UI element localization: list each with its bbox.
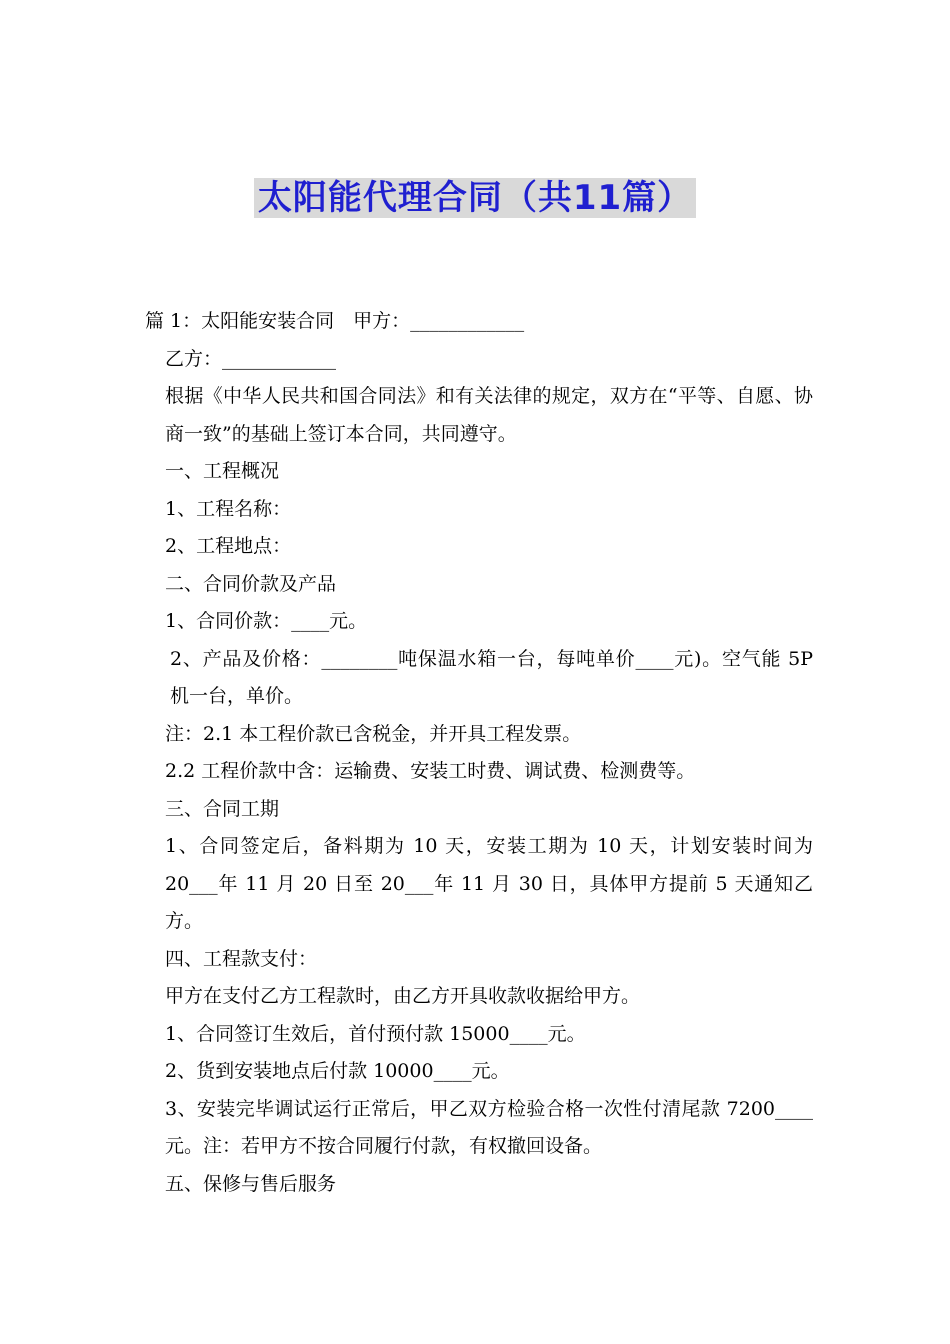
paragraph-payment-3: 3、安装完毕调试运行正常后，甲乙双方检验合格一次性付清尾款 7200____元。注：若甲方不按合同履行付款，有权撤回设备。	[165, 1097, 813, 1157]
paragraph-schedule: 1、合同签定后，备料期为 10 天，安装工期为 10 天，计划安装时间为 20___年 11 月 20 日至 20___年 11 月 30 日，具体甲方提前 5 天通知乙方。	[165, 835, 813, 932]
section-heading-2: 二、合同价款及产品	[165, 572, 337, 595]
paragraph-payment-1: 1、合同签订生效后，首付预付款 15000____元。	[165, 1022, 586, 1045]
title-container	[0, 178, 950, 218]
document-body	[145, 303, 813, 1203]
paragraph-note-2-1: 注：2.1 本工程价款已含税金，并开具工程发票。	[165, 722, 582, 745]
section-heading-5: 五、保修与售后服务	[165, 1172, 337, 1195]
paragraph-project-name: 1、工程名称：	[165, 497, 292, 520]
paragraph-payment-receipt: 甲方在支付乙方工程款时，由乙方开具收款收据给甲方。	[165, 985, 641, 1007]
paragraph-project-location: 2、工程地点：	[165, 535, 292, 557]
paragraph-note-2-2: 2.2 工程价款中含：运输费、安装工时费、调试费、检测费等。	[165, 760, 696, 782]
section-heading-4: 四、工程款支付：	[165, 947, 318, 970]
section-heading-1: 一、工程概况	[165, 460, 280, 482]
section-heading-3: 三、合同工期	[165, 797, 280, 820]
paragraph-preamble: 根据《中华人民共和国合同法》和有关法律的规定，双方在“平等、自愿、协商一致”的基础上签订本合同，共同遵守。	[165, 385, 813, 445]
paragraph-product-price: 2、产品及价格：________吨保温水箱一台，每吨单价____元)。空气能 5P 机一台，单价。	[170, 647, 813, 707]
paragraph-contract-price: 1、合同价款：____元。	[165, 610, 368, 632]
paragraph-party-b: 乙方：____________	[165, 347, 337, 370]
paragraph-payment-2: 2、货到安装地点后付款 10000____元。	[165, 1060, 510, 1082]
document-title: 太阳能代理合同（共11篇）	[254, 178, 696, 218]
paragraph-header-line: 篇 1：太阳能安装合同 甲方：____________	[145, 310, 525, 332]
